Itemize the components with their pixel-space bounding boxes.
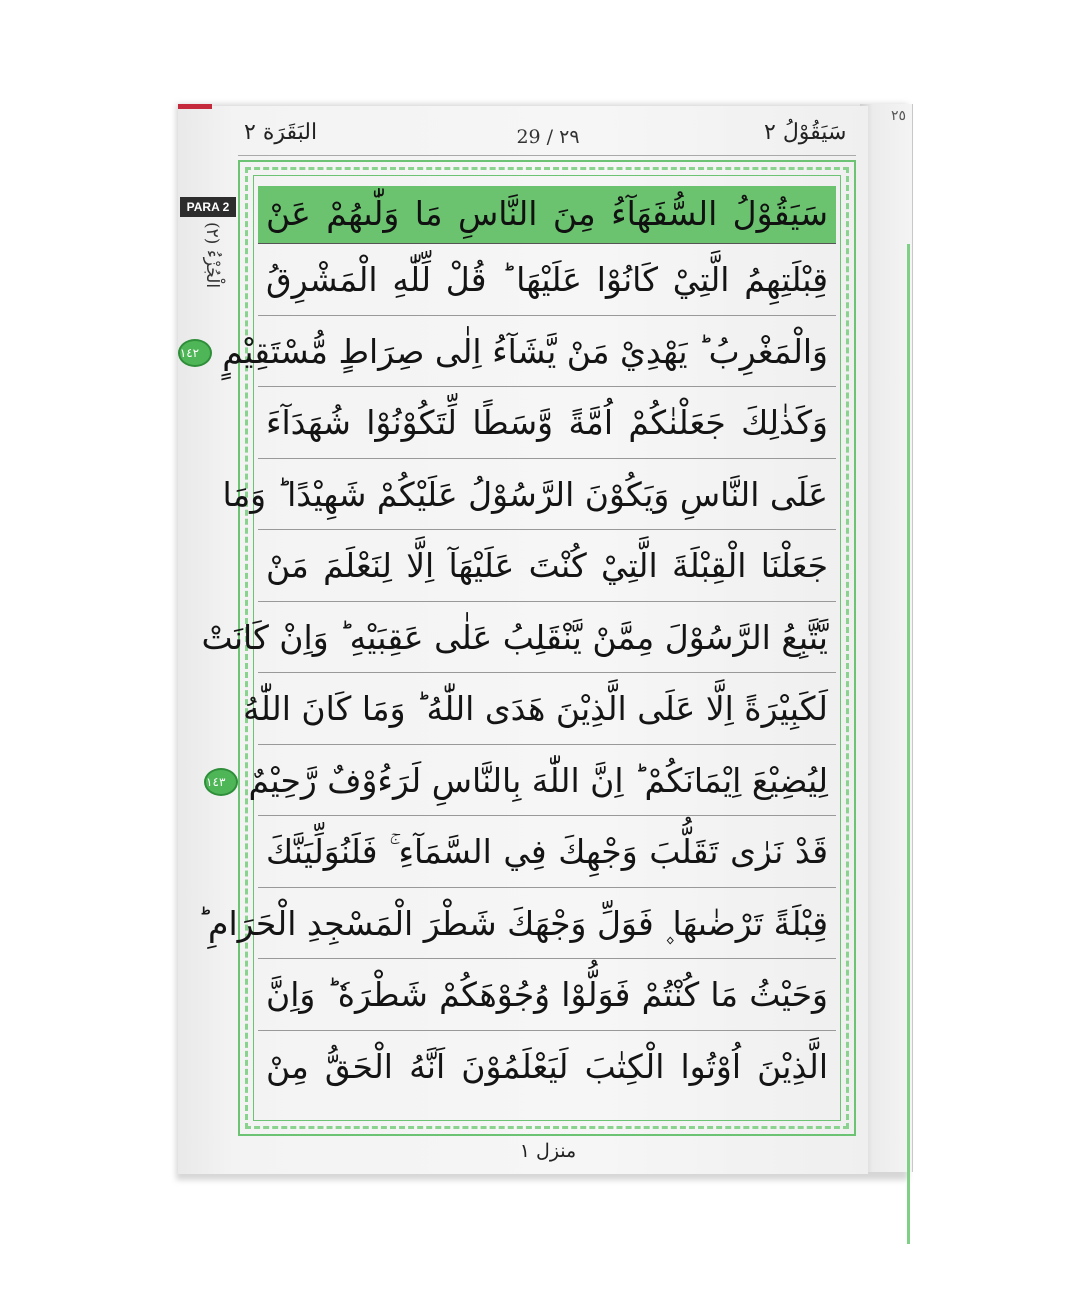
next-page-border <box>907 244 910 1244</box>
verse-text: جَعَلْنَا الْقِبْلَةَ الَّتِيْ كُنْتَ عَلَيْهَآ اِلَّا لِنَعْلَمَ مَنْ <box>266 546 828 585</box>
juz-name: سَيَقُوْلُ ٢ <box>764 120 847 145</box>
verse-text: الَّذِيْنَ اُوْتُوا الْكِتٰبَ لَيَعْلَمُوْنَ اَنَّهُ الْحَقُّ مِنْ <box>266 1046 828 1086</box>
verse-line <box>201 602 836 674</box>
ribbon-mark <box>178 104 212 109</box>
verse-line <box>222 459 836 531</box>
ayah-number-marker: ١٤٢ <box>178 339 212 367</box>
verse-line <box>258 959 836 1031</box>
verse-line <box>243 673 836 745</box>
verse-text: عَلَى النَّاسِ وَيَكُوْنَ الرَّسُوْلُ عَلَيْكُمْ شَهِيْدًا ؕ وَمَا <box>222 474 828 514</box>
next-page-number: ٢٥ <box>890 108 906 124</box>
verse-line <box>258 387 836 459</box>
verse-line <box>206 745 836 817</box>
verse-text: لِيُضِيْعَ اِيْمَانَكُمْ ؕ اِنَّ اللّٰهَ بِالنَّاسِ لَرَءُوْفٌ رَّحِيْمٌ <box>248 760 828 800</box>
verse-text: وَكَذٰلِكَ جَعَلْنٰكُمْ اُمَّةً وَّسَطًا لِّتَكُوْنُوْا شُهَدَآءَ <box>266 403 828 442</box>
verse-line <box>258 244 836 316</box>
para-tab: PARA 2 <box>180 197 236 217</box>
surah-name: البَقَرَة ٢ <box>244 120 318 145</box>
verse-line <box>258 530 836 602</box>
verse-text: وَحَيْثُ مَا كُنْتُمْ فَوَلُّوْا وُجُوْهَكُمْ شَطْرَهٗ ؕ وَاِنَّ <box>266 975 828 1014</box>
manzil-label: منزل ١ <box>519 1140 577 1162</box>
page-number: 29 / ٢٩ <box>516 126 580 148</box>
verse-line <box>179 316 836 388</box>
juz-side-label: الْجُزْءُ (٢) <box>202 222 222 289</box>
verse-line <box>197 888 836 960</box>
verse-text: لَكَبِيْرَةً اِلَّا عَلَى الَّذِيْنَ هَدَى اللّٰهُ ؕ وَمَا كَانَ اللّٰهُ <box>243 689 828 728</box>
ayah-number-marker: ١٤٣ <box>204 768 238 796</box>
verse-line <box>258 816 836 888</box>
header-rule <box>238 155 856 156</box>
verse-line-highlighted <box>258 186 836 244</box>
verse-text: قِبْلَةً تَرْضٰىهَا ۪ فَوَلِّ وَجْهَكَ شَطْرَ الْمَسْجِدِ الْحَرَامِ ؕ <box>197 903 828 943</box>
verse-text: وَالْمَغْرِبُ ؕ يَهْدِيْ مَنْ يَّشَآءُ اِلٰى صِرَاطٍ مُّسْتَقِيْمٍ <box>222 331 828 371</box>
verse-text: سَيَقُوْلُ السُّفَهَآءُ مِنَ النَّاسِ مَا وَلّٰىهُمْ عَنْ <box>266 194 828 233</box>
verse-text: يَّتَّبِعُ الرَّسُوْلَ مِمَّنْ يَّنْقَلِبُ عَلٰى عَقِبَيْهِ ؕ وَاِنْ كَانَتْ <box>201 617 828 657</box>
verse-text: قِبْلَتِهِمُ الَّتِيْ كَانُوْا عَلَيْهَا ؕ قُلْ لِّلّٰهِ الْمَشْرِقُ <box>266 260 828 299</box>
verse-line <box>258 1031 836 1103</box>
verse-text: قَدْ نَرٰى تَقَلُّبَ وَجْهِكَ فِي السَّمَآءِ ۚ فَلَنُوَلِّيَنَّكَ <box>266 832 828 871</box>
